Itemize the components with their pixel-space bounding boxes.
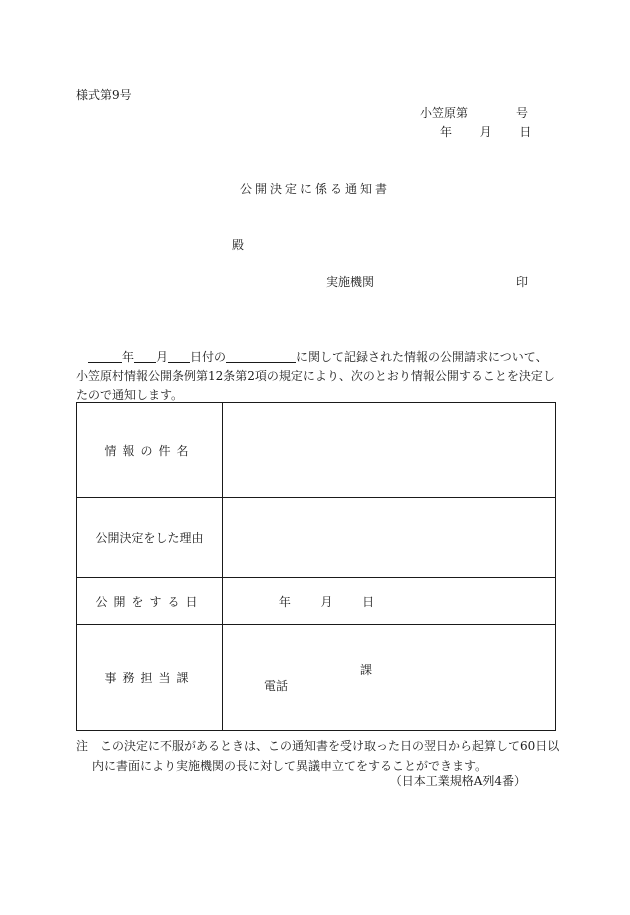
table-row: [77, 403, 556, 498]
body-line3: たので通知します。: [76, 388, 184, 402]
field-reason: [223, 498, 556, 578]
sender-label: 実施機関: [326, 275, 375, 289]
field-disclosure-date: [223, 578, 556, 625]
table-row: [77, 498, 556, 578]
addressee-suffix: 殿: [232, 238, 245, 252]
blank-day: [168, 350, 190, 363]
form-number: 様式第9号: [76, 88, 132, 102]
label-reason: 公開決定をした理由: [77, 498, 223, 578]
blank-year: [88, 350, 122, 363]
table-row: [77, 625, 556, 731]
reference-number: [420, 104, 528, 121]
blank-month: [134, 350, 156, 363]
info-table: [76, 402, 556, 731]
section-suffix: 課: [360, 663, 373, 677]
document-title: 公開決定に係る通知書: [239, 182, 390, 196]
issue-date-day: 日: [519, 125, 532, 139]
table-row: [77, 578, 556, 625]
body-line2: 小笠原村情報公開条例第12条第2項の規定により、次のとおり情報公開することを決定し: [76, 369, 555, 383]
issue-date-month: 月: [479, 125, 492, 139]
disclosure-month: 月: [320, 594, 333, 609]
body-day-suffix: 日付の: [190, 350, 227, 364]
blank-subject: [226, 350, 296, 363]
body-text: [76, 348, 556, 405]
label-subject: 情報の件名: [77, 403, 223, 498]
seal-mark: 印: [516, 275, 529, 289]
label-section: 事務担当課: [77, 625, 223, 731]
reference-number-suffix: 号: [515, 106, 528, 120]
body-year: 年: [122, 350, 135, 364]
body-month: 月: [156, 350, 169, 364]
paper-size-note: （日本工業規格A列4番）: [389, 774, 526, 788]
phone-label: 電話: [264, 679, 289, 693]
disclosure-day: 日: [362, 594, 375, 609]
field-subject: [223, 403, 556, 498]
body-mid: に関して記録された情報の公開請求について、: [296, 350, 548, 364]
field-section: [223, 625, 556, 731]
label-disclosure-date: 公開をする日: [77, 578, 223, 625]
issue-date: [440, 123, 530, 140]
note-line2: 内に書面により実施機関の長に対して異議申立てをすることができます。: [92, 759, 488, 773]
reference-number-prefix: 小笠原第: [420, 106, 469, 120]
note-line1: 注 この決定に不服があるときは、この通知書を受け取った日の翌日から起算して60日以: [76, 739, 560, 753]
note: [76, 736, 566, 776]
disclosure-year: 年: [278, 594, 291, 609]
issue-date-year: 年: [440, 125, 453, 139]
